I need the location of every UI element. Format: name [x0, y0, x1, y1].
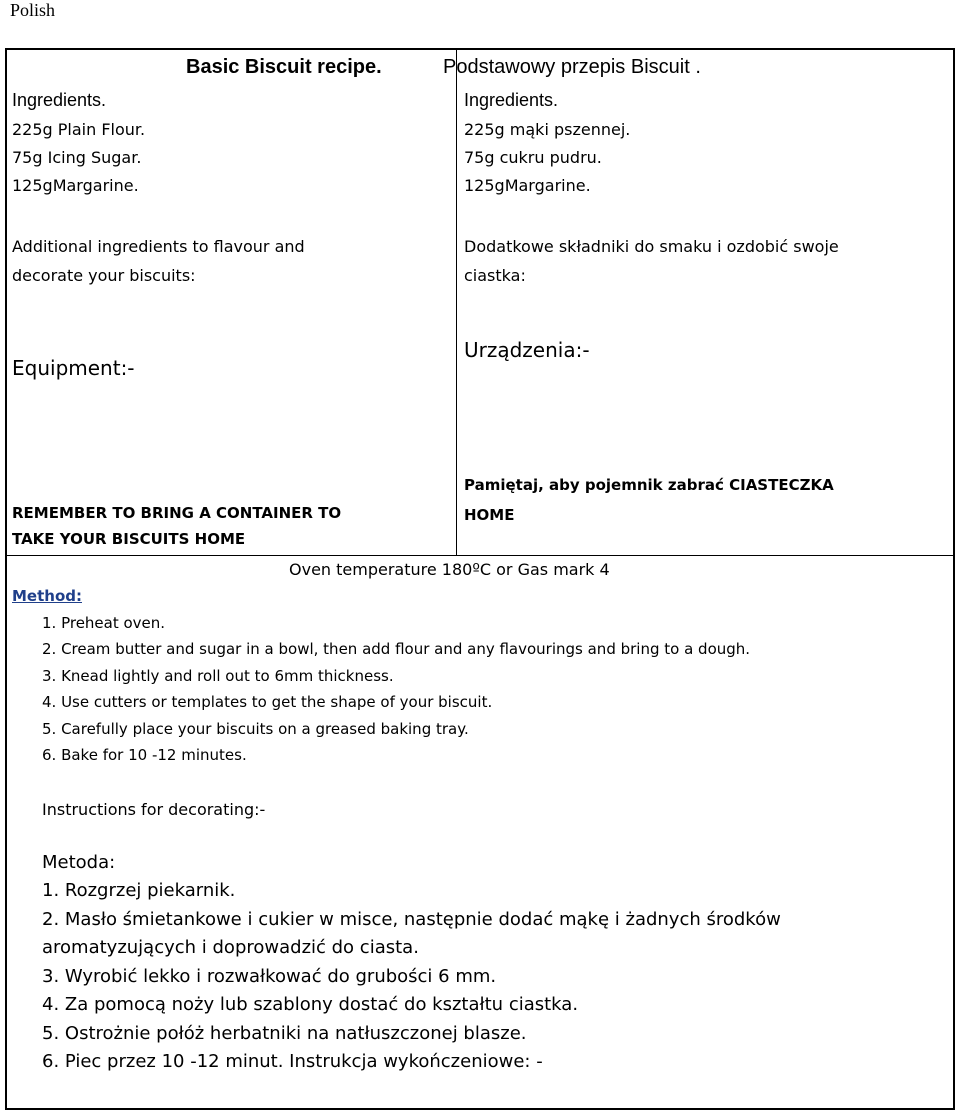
ingredients-heading-pl: Ingredients. — [464, 90, 559, 110]
ingredient-pl-3: 125gMargarine. — [464, 176, 591, 195]
equipment-en: Equipment:- — [12, 356, 135, 380]
ingredient-en-2: 75g Icing Sugar. — [12, 148, 142, 167]
metoda-line: aromatyzujących i doprowadzić do ciasta. — [42, 937, 419, 958]
title-english: Basic Biscuit recipe. — [186, 56, 382, 78]
ingredient-pl-2: 75g cukru pudru. — [464, 148, 602, 167]
ingredient-en-1: 225g Plain Flour. — [12, 120, 146, 139]
method-step: 3. Knead lightly and roll out to 6mm thickness. — [42, 666, 394, 685]
metoda-line: 5. Ostrożnie połóż herbatniki na natłuszczonej blasze. — [42, 1022, 527, 1044]
reminder-pl-line1: Pamiętaj, aby pojemnik zabrać CIASTECZKA — [464, 476, 834, 494]
metoda-line: 3. Wyrobić lekko i rozwałkować do grubości 6 mm. — [42, 965, 497, 987]
method-step: 6. Bake for 10 -12 minutes. — [42, 745, 247, 764]
metoda-line: 1. Rozgrzej piekarnik. — [42, 880, 236, 901]
method-heading: Method: — [12, 587, 82, 605]
additional-en-line2: decorate your biscuits: — [12, 266, 196, 285]
reminder-en-line2: TAKE YOUR BISCUITS HOME — [12, 530, 246, 548]
ingredient-pl-1: 225g mąki pszennej. — [464, 120, 631, 139]
oven-temperature: Oven temperature 180ºC or Gas mark 4 — [289, 560, 610, 579]
method-step: 4. Use cutters or templates to get the shape of your biscuit. — [42, 693, 493, 712]
metoda-steps — [42, 880, 781, 1080]
method-step: 2. Cream butter and sugar in a bowl, then add flour and any flavourings and bring to a dough. — [42, 640, 751, 659]
method-step: 5. Carefully place your biscuits on a greased baking tray. — [42, 719, 469, 738]
additional-pl-line2: ciastka: — [464, 266, 526, 285]
title-polish: Podstawowy przepis Biscuit . — [443, 56, 701, 78]
ingredient-en-3: 125gMargarine. — [12, 176, 139, 195]
metoda-line: 2. Masło śmietankowe i cukier w misce, następnie dodać mąkę i żadnych środków — [42, 908, 781, 930]
additional-en-line1: Additional ingredients to flavour and — [12, 237, 305, 256]
ingredients-heading-en: Ingredients. — [12, 90, 107, 110]
additional-pl-line1: Dodatkowe składniki do smaku i ozdobić swoje — [464, 237, 839, 256]
language-label: Polish — [10, 0, 56, 20]
method-step: 1. Preheat oven. — [42, 614, 166, 632]
method-steps — [42, 614, 750, 772]
metoda-heading: Metoda: — [42, 852, 116, 873]
reminder-pl-line2: HOME — [464, 506, 515, 524]
equipment-pl: Urządzenia:- — [464, 338, 590, 362]
metoda-line: 6. Piec przez 10 -12 minut. Instrukcja wykończeniowe: - — [42, 1051, 543, 1072]
metoda-line: 4. Za pomocą noży lub szablony dostać do kształtu ciastka. — [42, 994, 579, 1015]
reminder-en-line1: REMEMBER TO BRING A CONTAINER TO — [12, 504, 342, 522]
decorating-instructions: Instructions for decorating:- — [42, 800, 266, 819]
